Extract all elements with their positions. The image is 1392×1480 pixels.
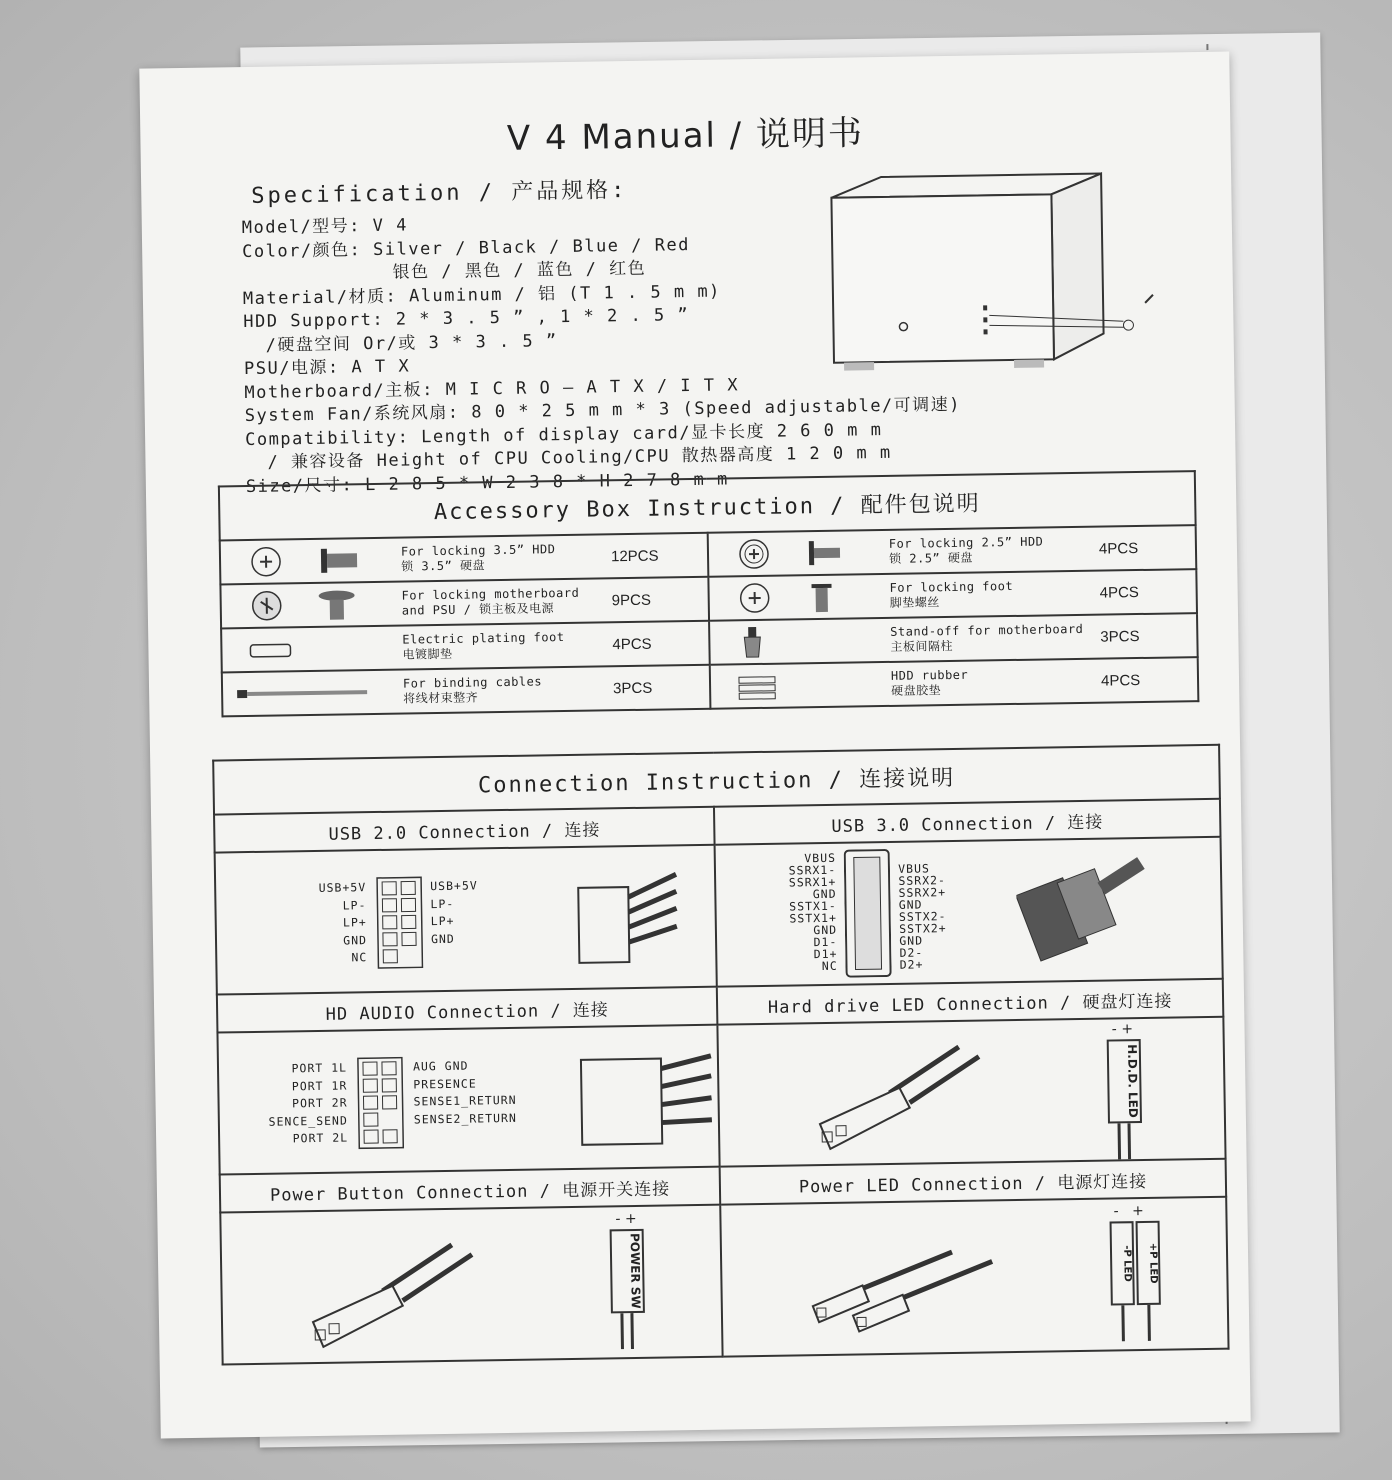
usb3-header-icon — [844, 849, 892, 978]
usb3-pin-label: GND — [899, 933, 924, 948]
audio-plug-icon — [579, 1048, 721, 1150]
accessory-qty: 12PCS — [610, 547, 659, 565]
usb3-diagram — [715, 837, 1223, 987]
accessory-desc-en: For binding cables — [402, 674, 543, 691]
audio-pin-label: SENSE2_RETURN — [413, 1110, 517, 1126]
accessory-table — [218, 470, 1200, 717]
plus-sign: + — [624, 1210, 637, 1228]
usb3-pin-label: SSRX1- — [788, 862, 837, 878]
usb2-diagram — [215, 845, 717, 995]
accessory-desc-en: For locking 3.5” HDD — [400, 542, 556, 559]
spec-heading: Specification / 产品规格: — [251, 177, 628, 209]
usb3-pin-label: SSRX2- — [898, 873, 947, 888]
accessory-desc-en: For locking motherboard — [401, 585, 580, 603]
accessory-desc-cn: 主板间隔柱 — [890, 638, 954, 654]
audio-header-icon — [357, 1057, 404, 1150]
accessory-cell — [220, 577, 709, 629]
usb3-pin-label: SSTX2- — [898, 909, 947, 924]
small-screw-icon — [709, 535, 890, 572]
usb3-pin-label: SSRX1+ — [788, 874, 837, 890]
audio-pin-label: PORT 1R — [291, 1078, 348, 1093]
usb3-pin-label: D1- — [813, 934, 838, 950]
connection-heading: Connection Instruction / 连接说明 — [213, 745, 1220, 815]
plus-p-led-label: +P LED — [1136, 1221, 1161, 1305]
manual-page — [139, 52, 1250, 1439]
usb3-title: USB 3.0 Connection / 连接 — [714, 799, 1220, 845]
power-sw-wires — [617, 1313, 638, 1349]
usb2-pin-label: USB+5V — [318, 880, 367, 895]
usb3-pin-label: GND — [898, 897, 923, 912]
usb2-pin-label: LP+ — [342, 915, 367, 930]
accessory-qty: 3PCS — [612, 679, 653, 697]
accessory-desc-cn: 锁 3.5” 硬盘 — [401, 558, 486, 574]
manual-title: V 4 Manual / 说明书 — [506, 113, 865, 159]
hdd-led-plug-icon — [809, 1031, 1011, 1164]
hddled-title: Hard drive LED Connection / 硬盘灯连接 — [717, 979, 1223, 1025]
audio-pin-label: SENSE1_RETURN — [413, 1092, 517, 1109]
hdd-screw-icon — [221, 543, 402, 580]
usb3-pin-label: SSTX2+ — [899, 921, 947, 936]
accessory-cell — [708, 569, 1197, 621]
plus-sign: + — [1121, 1021, 1134, 1038]
hddled-diagram — [718, 1017, 1226, 1167]
accessory-qty: 4PCS — [612, 635, 652, 653]
power-button-diagram — [220, 1205, 723, 1365]
spec-compat: Compatibility: Length of display card/显卡长度 2 6 0 m m — [244, 419, 883, 450]
rubber-icon — [711, 667, 892, 704]
spec-hdd: HDD Support: 2 * 3 . 5 ” , 1 * 2 . 5 ” — [243, 305, 690, 333]
hdd-led-label: H.D.D. LED — [1107, 1039, 1142, 1124]
usb3-pin-label: GND — [813, 922, 838, 938]
plus-sign: + — [1131, 1203, 1144, 1220]
usb2-pin-label: LP- — [342, 897, 367, 913]
audio-pin-label: PORT 2R — [292, 1095, 348, 1111]
spec-color: Color/颜色: Silver / Black / Blue / Red — [242, 234, 691, 262]
usb3-pin-label: VBUS — [898, 861, 930, 876]
accessory-cell — [708, 525, 1197, 577]
minus-sign: - — [1111, 1021, 1117, 1038]
spec-motherboard: Motherboard/主板: M I C R O — A T X / I T X — [244, 374, 740, 403]
motherboard-screw-icon — [221, 587, 402, 624]
spec-compat-cpu: / 兼容设备 Height of CPU Cooling/CPU 散热器高度 1 2 0 m m — [267, 442, 892, 473]
audio-pin-label: PORT 2L — [292, 1130, 349, 1146]
audio-pin-label: PORT 1L — [291, 1060, 348, 1076]
usb3-pin-label: SSTX1- — [789, 898, 837, 914]
usb2-pin-label: LP- — [430, 896, 455, 911]
accessory-desc-cn: 脚垫螺丝 — [889, 595, 940, 610]
minus-sign: - — [1113, 1203, 1119, 1220]
accessory-qty: 4PCS — [1099, 583, 1139, 602]
usb3-pin-label: D2- — [899, 945, 924, 960]
accessory-cell — [221, 621, 710, 673]
accessory-qty: 4PCS — [1100, 671, 1141, 690]
audio-pin-label: SENCE_SEND — [268, 1113, 348, 1129]
accessory-cell — [710, 657, 1199, 709]
power-sw-label: POWER SW — [610, 1229, 645, 1314]
power-sw-plug-icon — [302, 1229, 504, 1362]
usb2-pin-label: GND — [430, 931, 455, 946]
power-led-title: Power LED Connection / 电源灯连接 — [720, 1159, 1226, 1205]
accessory-qty: 9PCS — [611, 591, 652, 609]
accessory-qty: 4PCS — [1098, 539, 1139, 558]
usb2-plug-icon — [576, 866, 688, 968]
usb3-pin-label: GND — [812, 886, 837, 902]
usb2-header-icon — [376, 876, 423, 969]
usb3-pin-label: SSTX1+ — [789, 910, 838, 926]
standoff-icon — [710, 623, 891, 660]
accessory-desc-en: For locking 2.5” HDD — [888, 534, 1044, 551]
usb3-pin-label: D2+ — [899, 957, 924, 972]
audio-pin-label: AUG GND — [412, 1058, 469, 1074]
accessory-desc-cn: and PSU / 锁主板及电源 — [401, 601, 555, 618]
usb3-pin-label: D1+ — [813, 946, 838, 962]
power-button-title: Power Button Connection / 电源开关连接 — [220, 1167, 721, 1213]
minus-sign: - — [615, 1211, 621, 1228]
case-drawing — [821, 162, 1184, 388]
spec-psu: PSU/电源: A T X — [243, 356, 411, 380]
power-led-wires — [1113, 1305, 1164, 1342]
accessory-desc-en: HDD rubber — [890, 667, 969, 683]
spec-fan: System Fan/系统风扇: 8 0 * 2 5 m m * 3 (Speed adjustable/可调速) — [244, 394, 962, 427]
usb2-pin-label: NC — [351, 950, 368, 965]
accessory-desc-cn: 硬盘胶垫 — [891, 683, 942, 698]
accessory-cell — [220, 533, 709, 585]
accessory-desc-en: Stand-off for motherboard — [890, 621, 1084, 639]
spec-size: Size/尺寸: L 2 8 5 * W 2 3 8 * H 2 7 8 m m — [245, 468, 729, 497]
audio-title: HD AUDIO Connection / 连接 — [217, 987, 718, 1033]
foot-screw-icon — [709, 579, 890, 616]
accessory-desc-cn: 电镀脚垫 — [402, 646, 453, 662]
accessory-qty: 3PCS — [1100, 627, 1140, 646]
spec-model: Model/型号: V 4 — [241, 215, 409, 239]
usb3-plug-icon — [1016, 853, 1148, 965]
accessory-cell — [709, 613, 1198, 665]
foot-icon — [222, 631, 403, 668]
spec-color-cn: 银色 / 黑色 / 蓝色 / 红色 — [392, 258, 647, 283]
power-led-diagram — [720, 1197, 1228, 1357]
power-led-plug-icon — [802, 1221, 1024, 1344]
accessory-desc-en: For locking foot — [889, 578, 1014, 595]
usb2-pin-label: USB+5V — [430, 878, 478, 894]
minus-p-led-label: -P LED — [1110, 1221, 1135, 1305]
spec-material: Material/材质: Aluminum / 铝 (T 1 . 5 m m) — [242, 281, 721, 309]
usb3-pin-label: VBUS — [804, 850, 837, 866]
usb3-pin-label: SSRX2+ — [898, 885, 947, 900]
accessory-cell — [222, 665, 711, 717]
audio-pin-label: PRESENCE — [413, 1075, 477, 1091]
cable-tie-icon — [223, 675, 404, 712]
spec-hdd-alt: /硬盘空间 Or/或 3 * 3 . 5 ” — [265, 330, 558, 356]
accessory-desc-en: Electric plating foot — [402, 630, 565, 647]
usb2-pin-label: LP+ — [430, 913, 455, 929]
audio-diagram — [217, 1025, 719, 1175]
usb2-title: USB 2.0 Connection / 连接 — [214, 807, 715, 853]
hdd-led-wires — [1114, 1123, 1135, 1159]
accessory-desc-cn: 锁 2.5” 硬盘 — [888, 550, 974, 566]
usb3-pin-label: NC — [821, 958, 838, 974]
accessory-heading: Accessory Box Instruction / 配件包说明 — [219, 471, 1196, 540]
accessory-desc-cn: 将线材束整齐 — [403, 690, 479, 706]
connection-table — [212, 744, 1229, 1366]
usb2-pin-label: GND — [343, 932, 368, 948]
